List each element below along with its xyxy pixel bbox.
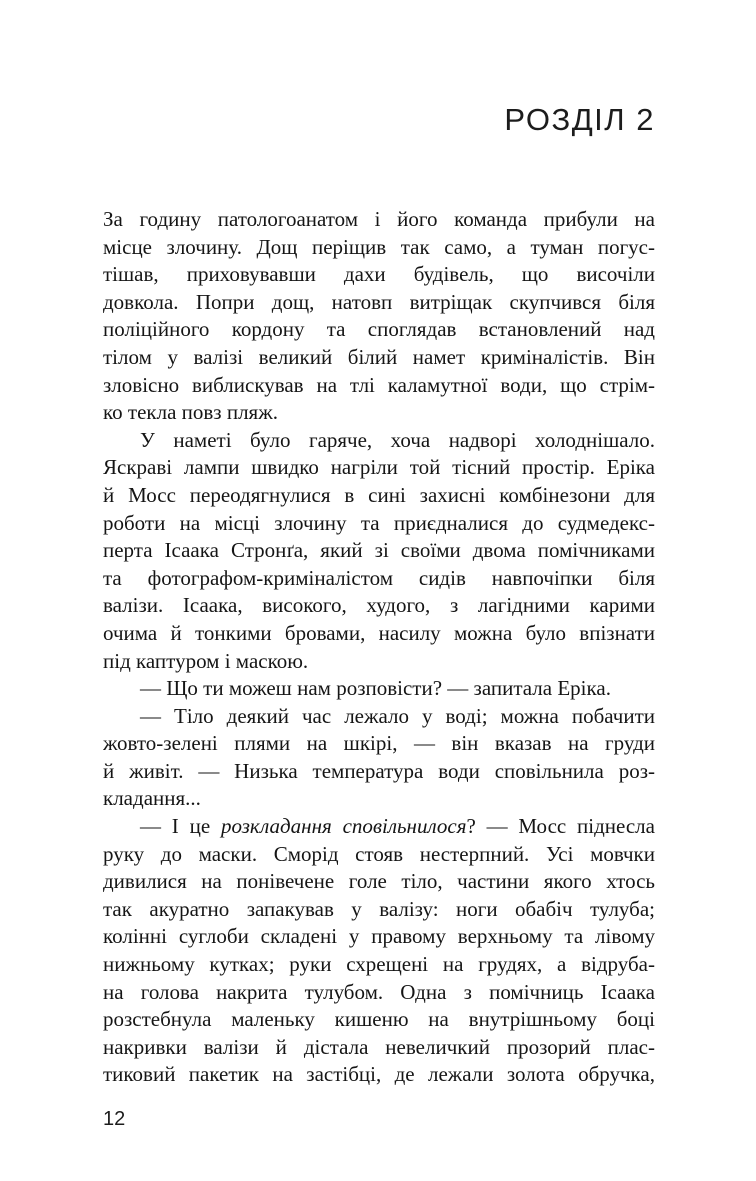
page-number: 12 bbox=[103, 1108, 126, 1130]
paragraph bbox=[103, 427, 655, 675]
paragraph bbox=[103, 703, 655, 813]
text-line: тиковий пакетик на застібці, де лежали золота обручка, bbox=[103, 1062, 655, 1087]
text-line: — Тіло деякий час лежало у воді; можна побачити bbox=[140, 703, 655, 728]
text-line: під каптуром і маскою. bbox=[103, 648, 309, 673]
text-line: кладання... bbox=[103, 786, 201, 811]
text-line: дивилися на понівечене голе тіло, частини якого хтось bbox=[103, 869, 655, 894]
text-line: розстебнула маленьку кишеню на внутрішньому боці bbox=[103, 1007, 655, 1032]
text-line: поліційного кордону та споглядав встановлений над bbox=[103, 317, 655, 342]
body-text bbox=[103, 206, 655, 1089]
text-line: нижньому кутках; руки схрещені на грудях, а відруба- bbox=[103, 952, 655, 977]
text-line: У наметі було гаряче, хоча надворі холоднішало. bbox=[140, 427, 655, 452]
text-line: роботи на місці злочину та приєдналися до судмедекс- bbox=[103, 510, 655, 535]
text-line: зловісно виблискував на тлі каламутної води, що стрім- bbox=[103, 372, 655, 397]
text-line: й Мосс переодягнулися в сині захисні комбінезони для bbox=[103, 482, 655, 507]
text-line: очима й тонкими бровами, насилу можна було впізнати bbox=[103, 620, 655, 645]
text-line: довкола. Попри дощ, натовп витріщак скупчився біля bbox=[103, 289, 655, 314]
text-line: За годину патологоанатом і його команда прибули на bbox=[103, 207, 655, 231]
text-line: місце злочину. Дощ періщив так само, а туман погус- bbox=[103, 234, 655, 259]
paragraph bbox=[103, 813, 655, 1089]
text-line: перта Ісаака Стронґа, який зі своїми двома помічниками bbox=[103, 538, 655, 563]
text-line: колінні суглоби складені у правому верхньому та лівому bbox=[103, 924, 655, 949]
text-line: та фотографом-криміналістом сидів навпочіпки біля bbox=[103, 565, 655, 590]
text-line: жовто-зелені плями на шкірі, — він вказав на груди bbox=[103, 731, 655, 756]
text-line: на голова накрита тулубом. Одна з помічниць Ісаака bbox=[103, 979, 655, 1004]
text-line: Яскраві лампи швидко нагріли той тісний простір. Еріка bbox=[103, 455, 655, 480]
text-line: ко текла повз пляж. bbox=[103, 400, 278, 425]
text-line: так акуратно запакував у валізу: ноги обабіч тулуба; bbox=[103, 896, 655, 921]
text-line: й живіт. — Низька температура води сповільнила роз- bbox=[103, 758, 655, 783]
paragraph bbox=[103, 206, 655, 427]
text-line: валізи. Ісаака, високого, худого, з лагідними карими bbox=[103, 593, 655, 618]
text-line: — Що ти можеш нам розповісти? — запитала Еріка. bbox=[140, 676, 611, 701]
paragraph bbox=[103, 675, 655, 703]
text-line: руку до маски. Сморід стояв нестерпний. Усі мовчки bbox=[103, 841, 655, 866]
text-line: накривки валізи й дістала невеличкий прозорий плас- bbox=[103, 1034, 655, 1059]
text-line: — І це розкладання сповільнилося? — Мосс піднесла bbox=[140, 814, 655, 839]
chapter-title: РОЗДІЛ 2 bbox=[504, 102, 655, 137]
text-line: тілом у валізі великий білий намет криміналістів. Він bbox=[103, 344, 655, 369]
text-line: тішав, приховувавши дахи будівель, що височіли bbox=[103, 262, 655, 287]
